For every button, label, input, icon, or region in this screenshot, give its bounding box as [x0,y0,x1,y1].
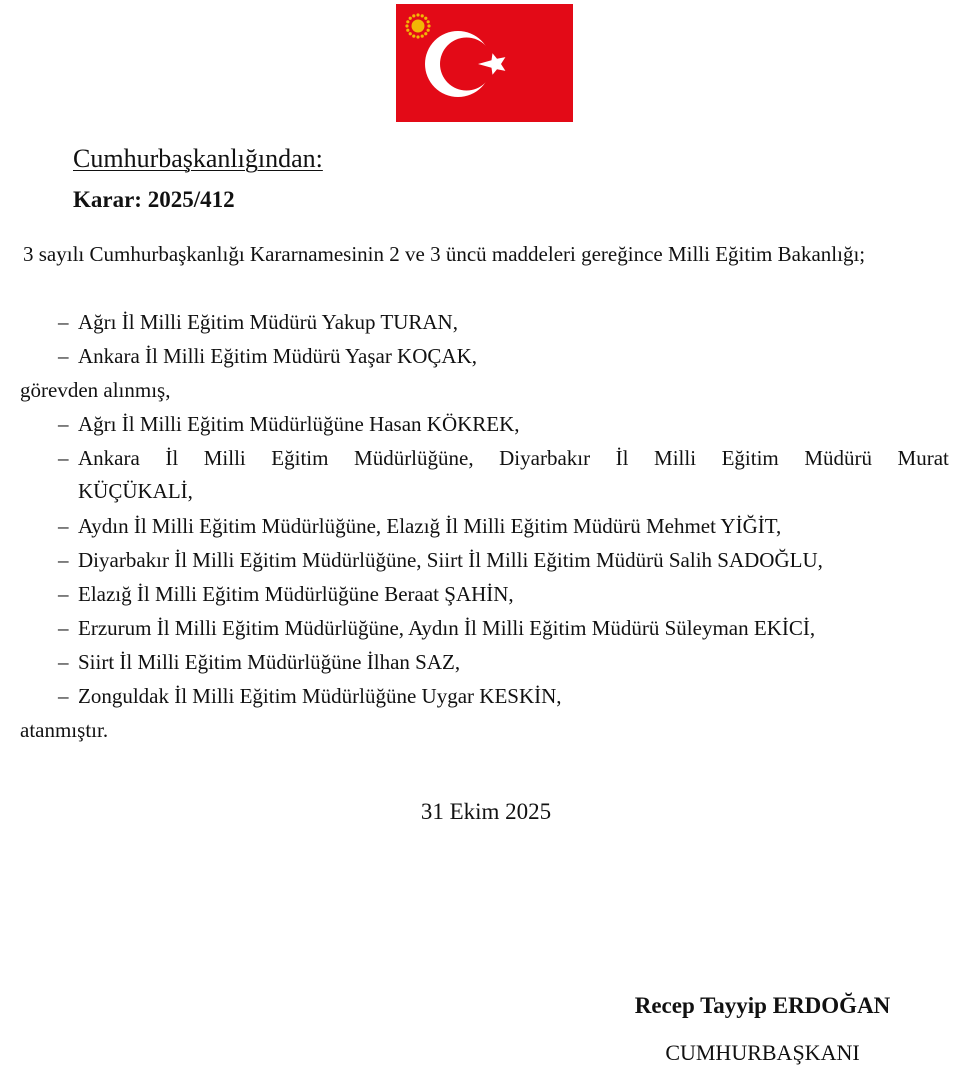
list-dash: – [58,344,69,368]
list-dash: – [58,446,69,470]
issuer-title: Cumhurbaşkanlığından: [73,144,323,173]
appointed-item-text: Diyarbakır İl Milli Eğitim Müdürlüğüne, Siirt İl Milli Eğitim Müdürü Salih SADOĞLU, [78,548,823,572]
appointed-item [58,612,815,645]
appointed-item-first-line [58,442,949,475]
seal-star [427,29,430,32]
seal-star [405,24,408,27]
word: Müdürlüğüne, [354,446,474,470]
seal-star [421,35,424,38]
list-dash: – [58,582,69,606]
seal-star [416,35,419,38]
dismissed-item-text: Ankara İl Milli Eğitim Müdürü Yaşar KOÇAK, [78,344,477,368]
seal-star [427,20,430,23]
seal-star [406,29,409,32]
seal-star [412,35,415,38]
word: İl [615,446,629,470]
appointed-item [58,510,781,543]
dismissed-item [58,340,477,373]
signer-name: Recep Tayyip ERDOĞAN [634,993,891,1018]
seal-star [424,32,427,35]
list-dash: – [58,650,69,674]
list-dash: – [58,514,69,538]
word: Milli [203,446,246,470]
appointed-item [58,544,823,577]
dismissed-suffix: görevden alınmış, [20,378,171,402]
appointed-item [58,646,460,679]
list-dash: – [58,310,69,334]
dismissed-item-text: Ağrı İl Milli Eğitim Müdürü Yakup TURAN, [78,310,458,334]
seal-star [421,14,424,17]
list-dash: – [58,548,69,572]
appointed-item-text: Zonguldak İl Milli Eğitim Müdürlüğüne Uygar KESKİN, [78,684,562,708]
appointed-item-text: Siirt İl Milli Eğitim Müdürlüğüne İlhan SAZ, [78,650,461,674]
word: Murat [897,446,949,470]
appointed-item-text: Ağrı İl Milli Eğitim Müdürlüğüne Hasan KÖKREK, [78,412,520,436]
seal-star [424,17,427,20]
list-dash: – [58,412,69,436]
intro-paragraph: 3 sayılı Cumhurbaşkanlığı Kararnamesinin 2 ve 3 üncü maddeleri gereğince Milli Eğitim Bakanlığı; [23,242,866,266]
word: Eğitim [271,446,329,470]
list-dash: – [58,616,69,640]
dismissed-item [58,306,458,339]
list-dash: – [58,684,69,708]
appointed-item-text: Elazığ İl Milli Eğitim Müdürlüğüne Beraat ŞAHİN, [78,582,514,606]
decision-number: Karar: 2025/412 [73,187,235,212]
appointed-suffix: atanmıştır. [20,718,109,742]
appointed-item [58,680,562,713]
appointed-item-text: Erzurum İl Milli Eğitim Müdürlüğüne, Aydın İl Milli Eğitim Müdürü Süleyman EKİCİ, [78,616,816,640]
appointed-item [58,408,520,441]
appointed-item [58,442,949,508]
appointed-item [58,578,514,611]
word: Ankara [78,446,140,470]
seal-star [412,14,415,17]
word: Müdürü [804,446,872,470]
seal-star [427,24,430,27]
seal-star [409,32,412,35]
word: Milli [654,446,697,470]
seal-star [416,13,419,16]
turkish-flag-emblem [396,4,573,122]
appointed-item-second-line: KÜÇÜKALİ, [78,479,193,503]
seal-star [406,20,409,23]
word: Diyarbakır [499,446,591,470]
appointed-item-text: Aydın İl Milli Eğitim Müdürlüğüne, Elazığ İl Milli Eğitim Müdürü Mehmet YİĞİT, [78,514,782,538]
seal-star [409,17,412,20]
word: Eğitim [721,446,779,470]
word: İl [165,446,179,470]
decision-date: 31 Ekim 2025 [420,799,552,824]
signer-title: CUMHURBAŞKANI [665,1040,860,1065]
